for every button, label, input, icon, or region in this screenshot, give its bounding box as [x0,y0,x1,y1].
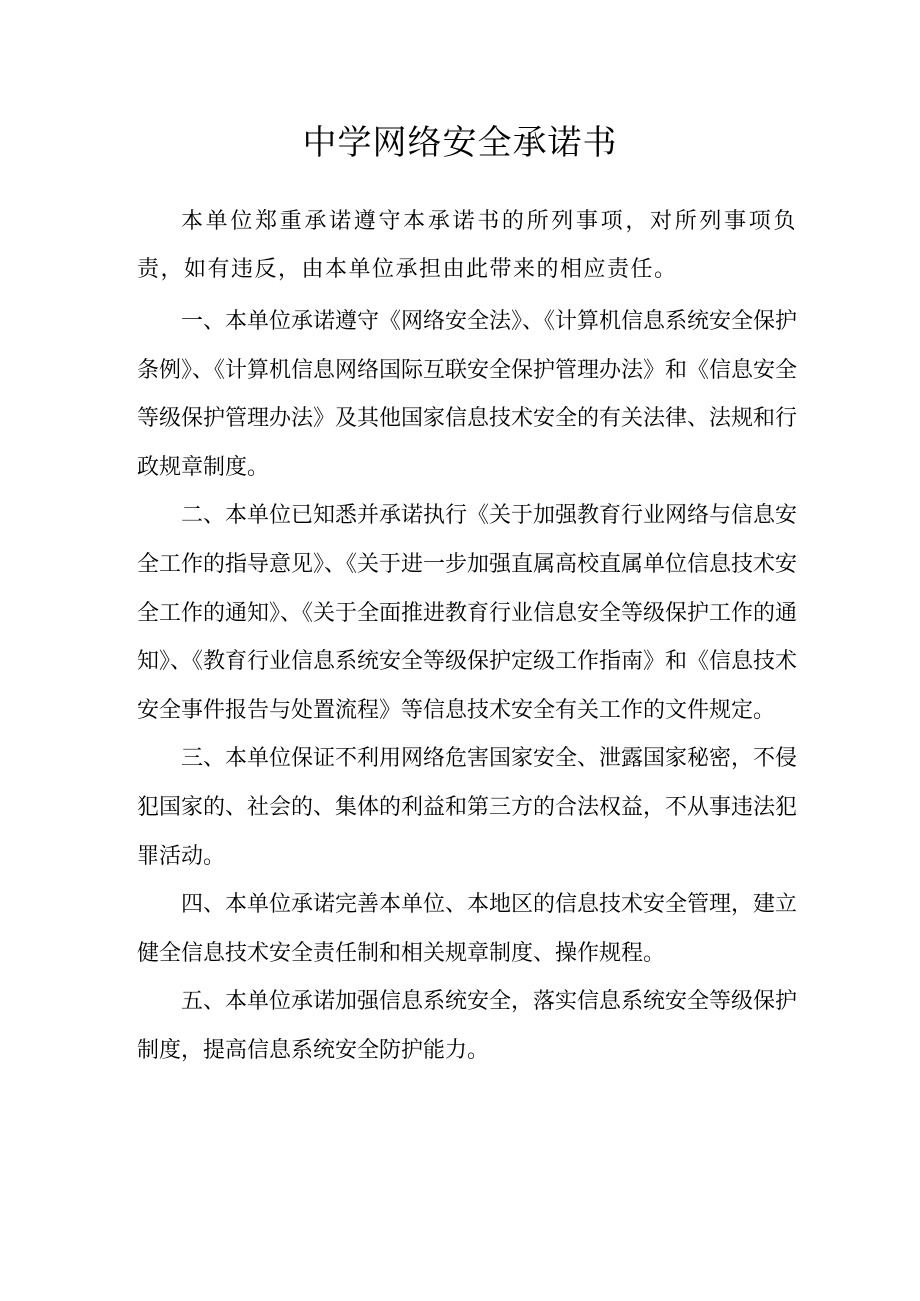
clause-paragraph-3: 三、本单位保证不利用网络危害国家安全、泄露国家秘密，不侵犯国家的、社会的、集体的利益和第三方的合法权益，不从事违法犯罪活动。 [137,746,798,869]
document-body [137,198,797,1076]
clause-paragraph-1: 一、本单位承诺遵守《网络安全法》、《计算机信息系统安全保护条例》、《计算机信息网络国际互联安全保护管理办法》和《信息安全等级保护管理办法》及其他国家信息技术安全的有关法律、法规和行政规章制度。 [137,309,798,480]
clause-paragraph-5: 五、本单位承诺加强信息系统安全，落实信息系统安全等级保护制度，提高信息系统安全防护能力。 [137,989,798,1063]
clause-paragraph-2: 二、本单位已知悉并承诺执行《关于加强教育行业网络与信息安全工作的指导意见》、《关于进一步加强直属高校直属单位信息技术安全工作的通知》、《关于全面推进教育行业信息安全等级保护工作的通知》、《教育行业信息系统安全等级保护定级工作指南》和《信息技术安全事件报告与处置流程》等信息技术安全有关工作的文件规定。 [137,503,798,723]
document-title: 中学网络安全承诺书 [302,123,618,163]
clause-paragraph-4: 四、本单位承诺完善本单位、本地区的信息技术安全管理，建立健全信息技术安全责任制和相关规章制度、操作规程。 [137,892,798,966]
intro-paragraph: 本单位郑重承诺遵守本承诺书的所列事项，对所列事项负责，如有违反，由本单位承担由此带来的相应责任。 [137,209,797,282]
